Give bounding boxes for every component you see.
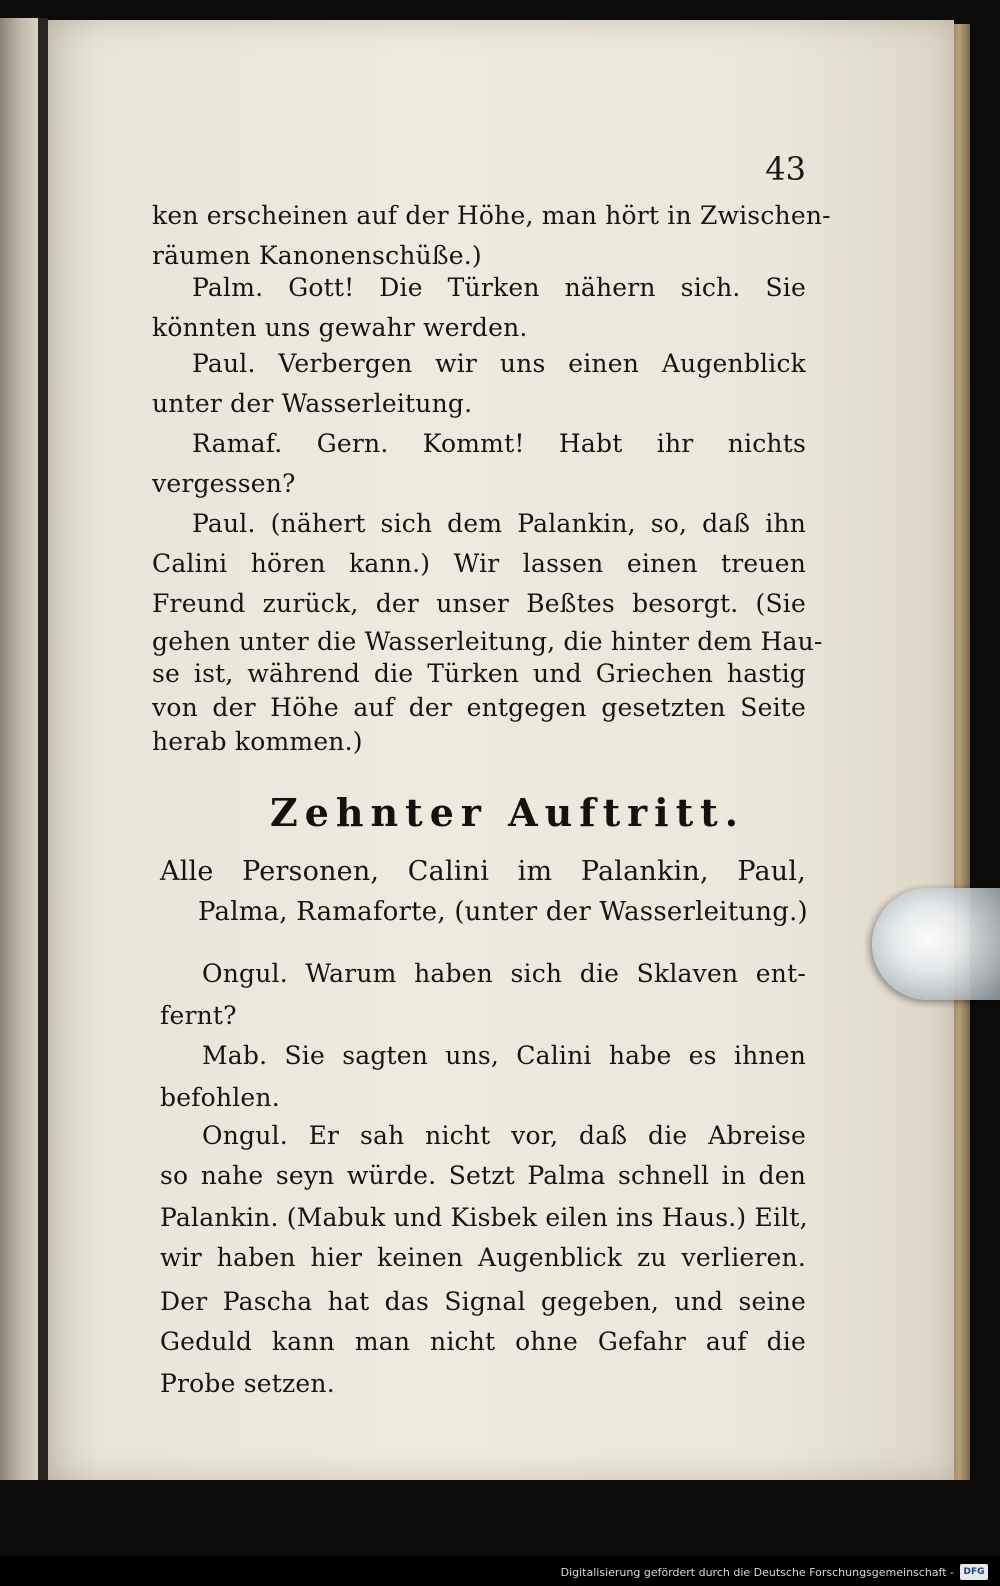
text-line: herab kommen.) xyxy=(152,727,363,756)
text-line: Palm. Gott! Die Türken nähern sich. Sie xyxy=(192,273,806,302)
text-line: Ongul. Er sah nicht vor, daß die Abreise xyxy=(202,1121,806,1150)
dfg-logo-icon: DFG xyxy=(960,1564,988,1580)
text-line: befohlen. xyxy=(160,1083,280,1112)
text-line: Calini hören kann.) Wir lassen einen treuen xyxy=(152,549,806,578)
text-line: Freund zurück, der unser Beßtes besorgt. (Sie xyxy=(152,589,806,618)
text-line: Paul. Verbergen wir uns einen Augenblick xyxy=(192,349,806,378)
text-line: vergessen? xyxy=(152,469,296,498)
text-line: Palankin. (Mabuk und Kisbek eilen ins Haus.) Eilt, xyxy=(160,1203,808,1232)
text-line: Paul. (nähert sich dem Palankin, so, daß ihn xyxy=(192,509,806,538)
text-line: Der Pascha hat das Signal gegeben, und seine xyxy=(160,1287,806,1316)
text-line: gehen unter die Wasserleitung, die hinter dem Hau- xyxy=(152,627,823,656)
text-line: Ramaf. Gern. Kommt! Habt ihr nichts xyxy=(192,429,806,458)
text-line: könnten uns gewahr werden. xyxy=(152,313,528,342)
book-gutter xyxy=(38,18,48,1480)
text-line: se ist, während die Türken und Griechen hastig xyxy=(152,659,806,688)
text-line: ken erscheinen auf der Höhe, man hört in Zwischen- xyxy=(152,201,831,230)
text-line: Probe setzen. xyxy=(160,1369,335,1398)
cast-line: Alle Personen, Calini im Palankin, Paul, xyxy=(160,856,806,887)
scene-heading: Zehnter Auftritt. xyxy=(270,790,745,835)
text-line: Mab. Sie sagten uns, Calini habe es ihnen xyxy=(202,1041,806,1070)
text-line: Ongul. Warum haben sich die Sklaven ent- xyxy=(202,959,806,988)
text-line: von der Höhe auf der entgegen gesetzten Seite xyxy=(152,693,806,722)
page-clip xyxy=(872,888,1000,1000)
text-line: fernt? xyxy=(160,1001,237,1030)
cast-line: Palma, Ramaforte, (unter der Wasserleitung.) xyxy=(198,897,808,927)
text-line: wir haben hier keinen Augenblick zu verlieren. xyxy=(160,1243,806,1272)
text-line: räumen Kanonenschüße.) xyxy=(152,241,482,270)
page-number: 43 xyxy=(765,150,806,188)
text-line: Geduld kann man nicht ohne Gefahr auf die xyxy=(160,1327,806,1356)
digitization-credit: Digitalisierung gefördert durch die Deutsche Forschungsgemeinschaft - xyxy=(560,1566,954,1579)
text-line: unter der Wasserleitung. xyxy=(152,389,473,418)
text-line: so nahe seyn würde. Setzt Palma schnell in den xyxy=(160,1161,806,1190)
